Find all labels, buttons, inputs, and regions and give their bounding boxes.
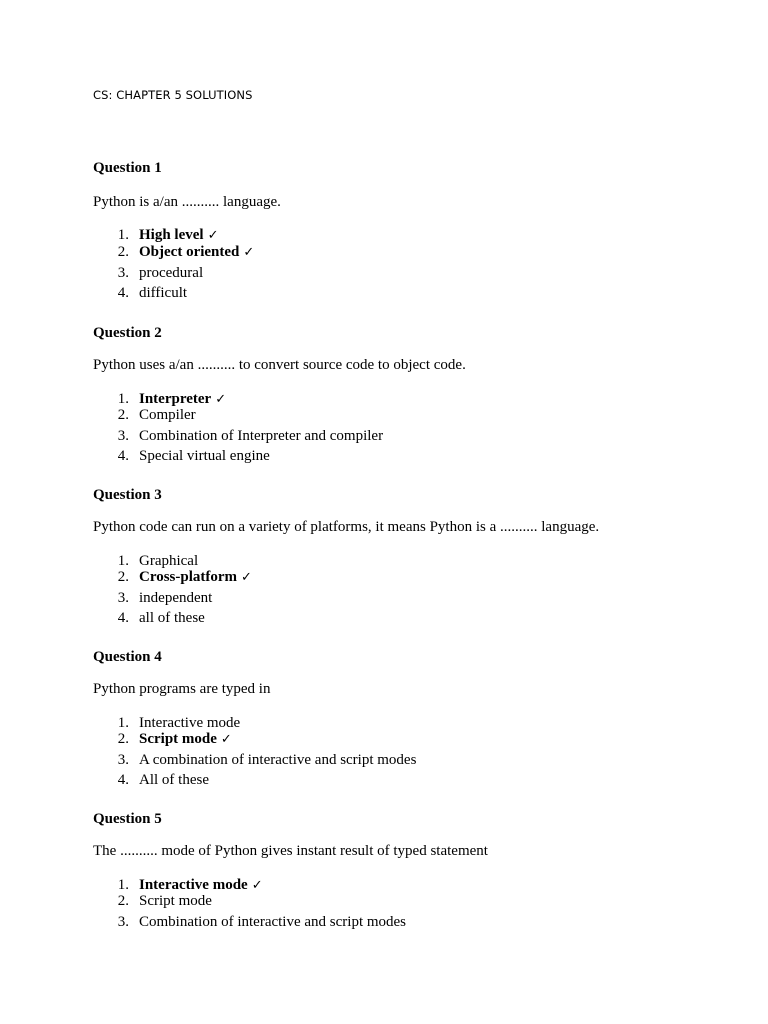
check-mark-icon: ✓: [215, 392, 227, 407]
option-text: A combination of interactive and script modes: [139, 752, 417, 768]
option-number: 3.: [117, 428, 129, 444]
option-text: Compiler: [139, 407, 196, 423]
check-mark-icon: ✓: [220, 732, 232, 747]
question-title: Question 1: [93, 160, 162, 176]
option-label: [139, 730, 232, 749]
option-text: Object oriented: [139, 244, 240, 260]
check-mark-icon: ✓: [241, 570, 252, 585]
option-label: [139, 589, 212, 607]
question-text: Python uses a/an .......... to convert source code to object code.: [93, 357, 466, 373]
check-mark-icon: ✓: [207, 228, 219, 243]
question-5: [93, 810, 733, 930]
option-text: Script mode: [139, 893, 212, 909]
option-label: [139, 913, 406, 931]
option-text: Cross-platform: [139, 569, 238, 585]
question-text: The .......... mode of Python gives instant result of typed statement: [93, 843, 488, 859]
option-text: Script mode: [139, 731, 217, 747]
option-text: procedural: [139, 265, 204, 281]
question-title: Question 3: [93, 487, 162, 503]
option-label: [139, 243, 254, 262]
option-text: Interactive mode: [139, 715, 241, 731]
question-1: [93, 159, 733, 301]
option-number: 2.: [117, 244, 129, 260]
option-number: 1.: [117, 877, 129, 893]
option-text: Graphical: [139, 553, 199, 569]
option-number: 4.: [117, 610, 129, 626]
option-number: 1.: [117, 715, 129, 731]
option-label: [139, 609, 205, 627]
option-number: 1.: [117, 553, 129, 569]
option-label: [139, 264, 203, 282]
option-text: Interactive mode: [139, 877, 248, 893]
option-text: all of these: [139, 610, 205, 626]
option-number: 3.: [117, 914, 129, 930]
option-number: 2.: [117, 407, 129, 423]
option-label: [139, 771, 209, 789]
option-text: Interpreter: [139, 391, 212, 407]
option-label: [139, 284, 187, 302]
question-4: [93, 648, 733, 788]
option-number: 3.: [117, 265, 129, 281]
question-title: Question 5: [93, 811, 162, 827]
option-number: 2.: [117, 569, 129, 585]
option-number: 4.: [117, 285, 129, 301]
question-text: Python code can run on a variety of platforms, it means Python is a .......... language.: [93, 519, 600, 535]
option-text: Combination of interactive and script modes: [139, 914, 407, 930]
option-number: 2.: [117, 893, 129, 909]
question-2: [93, 324, 733, 464]
option-number: 4.: [117, 448, 129, 464]
question-3: [93, 486, 733, 626]
option-text: Special virtual engine: [139, 448, 270, 464]
option-number: 1.: [117, 391, 129, 407]
option-number: 1.: [117, 227, 129, 243]
option-number: 3.: [117, 752, 129, 768]
option-number: 4.: [117, 772, 129, 788]
option-label: [139, 427, 383, 445]
option-text: independent: [139, 590, 213, 606]
option-label: [139, 406, 196, 424]
option-label: [139, 568, 252, 587]
option-text: High level: [139, 227, 204, 243]
check-mark-icon: ✓: [251, 878, 263, 893]
option-label: [139, 892, 212, 910]
option-text: All of these: [139, 772, 209, 788]
option-text: difficult: [139, 285, 188, 301]
option-number: 3.: [117, 590, 129, 606]
option-number: 2.: [117, 731, 129, 747]
option-label: [139, 447, 270, 465]
option-label: [139, 751, 416, 769]
question-text: Python programs are typed in: [93, 681, 271, 697]
option-text: Combination of Interpreter and compiler: [139, 428, 384, 444]
question-title: Question 4: [93, 649, 162, 665]
question-text: Python is a/an .......... language.: [93, 194, 281, 210]
document-header: CS: CHAPTER 5 SOLUTIONS: [93, 88, 253, 102]
check-mark-icon: ✓: [243, 245, 255, 260]
question-title: Question 2: [93, 325, 162, 341]
